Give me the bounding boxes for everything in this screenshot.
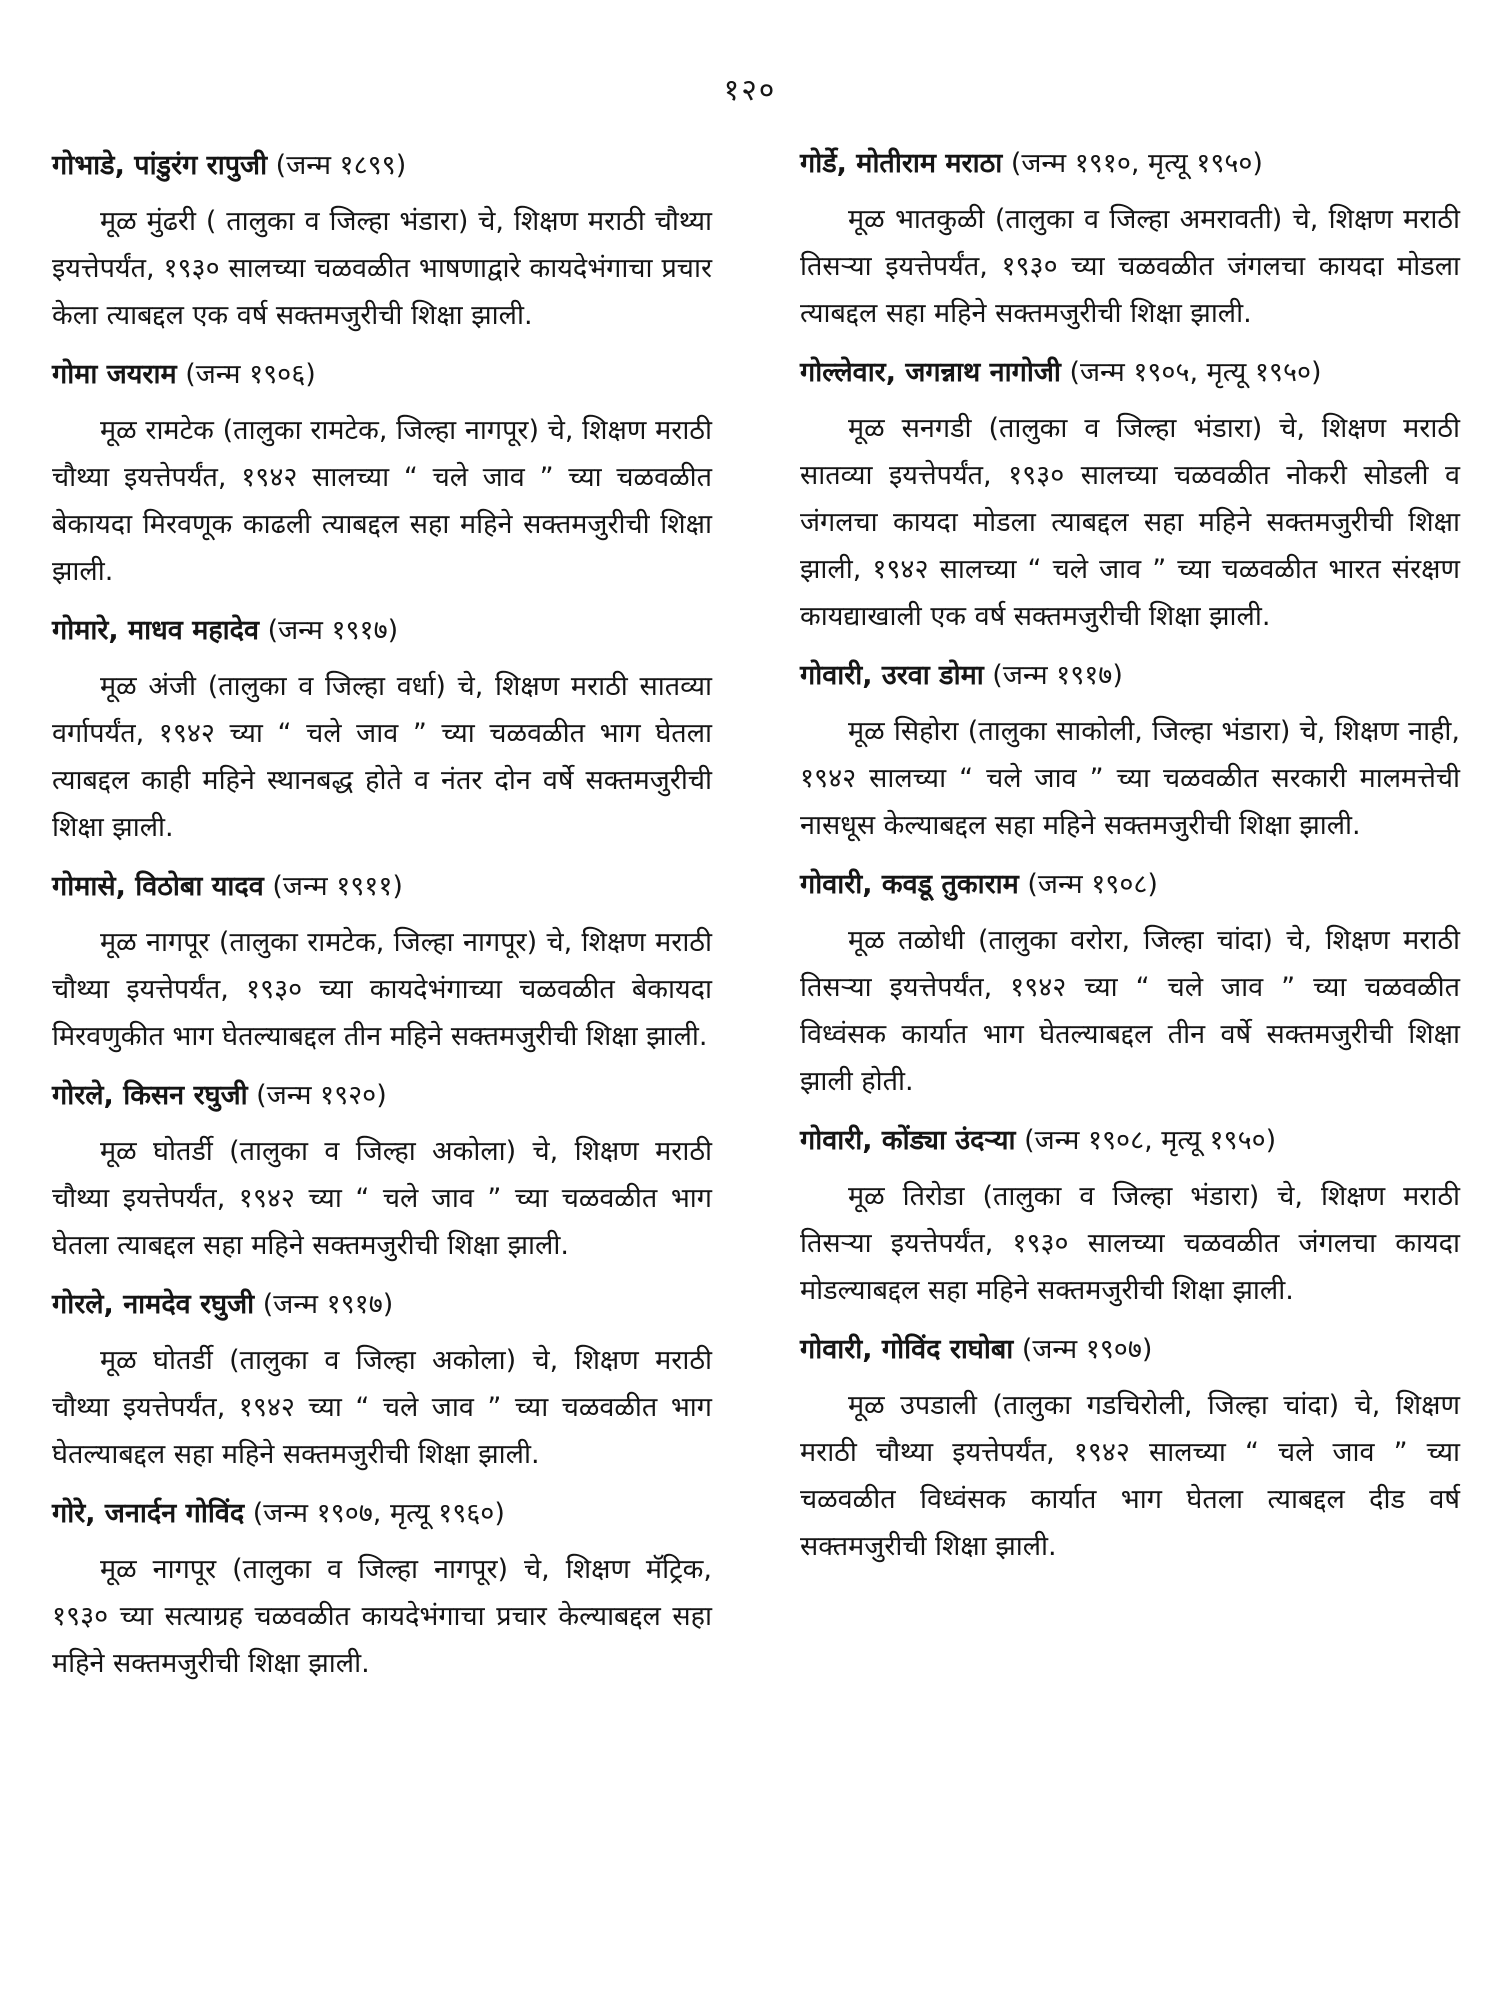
- entry-gobhade: [52, 142, 712, 339]
- entry-body: मूळ तिरोडा (तालुका व जिल्हा भंडारा) चे, शिक्षण मराठी तिसऱ्या इयत्तेपर्यंत, १९३० सालच्या चळवळीत जंगलचा कायदा मोडल्याबद्दल सहा महिने सक्तमजुरीची शिक्षा झाली.: [800, 1181, 1460, 1306]
- entry-heading: [52, 863, 712, 911]
- entry-years: (जन्म १९१७): [259, 615, 399, 646]
- entry-heading: [800, 349, 1460, 397]
- entry-name: गोभाडे, पांडुरंग रापुजी: [52, 150, 268, 181]
- entry-years: (जन्म १९०६): [176, 359, 316, 390]
- entry-heading: [52, 351, 712, 399]
- entry-gowari-urwa: [800, 652, 1460, 849]
- entry-name: गोरले, नामदेव रघुजी: [52, 1289, 255, 1320]
- entry-name: गोरले, किसन रघुजी: [52, 1080, 248, 1111]
- entry-gowari-govind: [800, 1326, 1460, 1570]
- entry-years: (जन्म १९२०): [247, 1080, 387, 1111]
- entry-body: मूळ मुंढरी ( तालुका व जिल्हा भंडारा) चे, शिक्षण मराठी चौथ्या इयत्तेपर्यंत, १९३० सालच्या चळवळीत भाषणाद्वारे कायदेभंगाचा प्रचार केला त्याबद्दल एक वर्ष सक्तमजुरीची शिक्षा झाली.: [52, 206, 712, 331]
- entry-name: गोवारी, गोविंद राघोबा: [800, 1334, 1014, 1365]
- entry-name: गोवारी, उरवा डोमा: [800, 660, 984, 691]
- entry-body: मूळ तळोधी (तालुका वरोरा, जिल्हा चांदा) चे, शिक्षण मराठी तिसऱ्या इयत्तेपर्यंत, १९४२ च्या “ चले जाव ” च्या चळवळीत विध्वंसक कार्यात भाग घेतल्याबद्दल तीन वर्षे सक्तमजुरीची शिक्षा झाली होती.: [800, 925, 1460, 1097]
- entry-years: (जन्म १९१७): [983, 660, 1123, 691]
- entry-name: गोमारे, माधव महादेव: [52, 615, 260, 646]
- entry-heading: [52, 607, 712, 655]
- entry-body: मूळ भातकुळी (तालुका व जिल्हा अमरावती) चे, शिक्षण मराठी तिसऱ्या इयत्तेपर्यंत, १९३० च्या चळवळीत जंगलचा कायदा मोडला त्याबद्दल सहा महिने सक्तमजुरीची शिक्षा झाली.: [800, 204, 1460, 329]
- entry-name: गोल्लेवार, जगन्नाथ नागोजी: [800, 357, 1061, 388]
- right-column: [800, 140, 1460, 1582]
- entry-years: (जन्म १९०५, मृत्यू १९५०): [1060, 357, 1322, 388]
- entry-heading: [800, 652, 1460, 700]
- entry-body: मूळ घोतर्डी (तालुका व जिल्हा अकोला) चे, शिक्षण मराठी चौथ्या इयत्तेपर्यंत, १९४२ च्या “ चले जाव ” च्या चळवळीत भाग घेतला त्याबद्दल सहा महिने सक्तमजुरीची शिक्षा झाली.: [52, 1136, 712, 1261]
- entry-years: (जन्म १९१७): [254, 1289, 394, 1320]
- entry-years: (जन्म १९१०, मृत्यू १९५०): [1002, 148, 1263, 179]
- entry-body: मूळ सनगडी (तालुका व जिल्हा भंडारा) चे, शिक्षण मराठी सातव्या इयत्तेपर्यंत, १९३० सालच्या चळवळीत नोकरी सोडली व जंगलचा कायदा मोडला त्याबद्दल सहा महिने सक्तमजुरीची शिक्षा झाली, १९४२ सालच्या “ चले जाव ” च्या चळवळीत भारत संरक्षण कायद्याखाली एक वर्ष सक्तमजुरीची शिक्षा झाली.: [800, 413, 1460, 632]
- entry-years: (जन्म १९०८, मृत्यू १९५०): [1015, 1125, 1277, 1156]
- entry-name: गोरे, जनार्दन गोविंद: [52, 1498, 245, 1529]
- entry-gowari-kondya: [800, 1117, 1460, 1314]
- entry-goma: [52, 351, 712, 595]
- entry-gore: [52, 1490, 712, 1687]
- entry-body: मूळ नागपूर (तालुका व जिल्हा नागपूर) चे, शिक्षण मॅट्रिक, १९३० च्या सत्याग्रह चळवळीत कायदेभंगाचा प्रचार केल्याबद्दल सहा महिने सक्तमजुरीची शिक्षा झाली.: [52, 1554, 712, 1679]
- entry-body: मूळ उपडाली (तालुका गडचिरोली, जिल्हा चांदा) चे, शिक्षण मराठी चौथ्या इयत्तेपर्यंत, १९४२ सालच्या “ चले जाव ” च्या चळवळीत विध्वंसक कार्यात भाग घेतला त्याबद्दल दीड वर्ष सक्तमजुरीची शिक्षा झाली.: [800, 1390, 1460, 1562]
- entry-heading: [800, 1326, 1460, 1374]
- entry-years: (जन्म १८९९): [267, 150, 407, 181]
- entry-gomase: [52, 863, 712, 1060]
- entry-body: मूळ सिहोरा (तालुका साकोली, जिल्हा भंडारा) चे, शिक्षण नाही, १९४२ सालच्या “ चले जाव ” च्या चळवळीत सरकारी मालमत्तेची नासधूस केल्याबद्दल सहा महिने सक्तमजुरीची शिक्षा झाली.: [800, 716, 1460, 841]
- entry-heading: [52, 1281, 712, 1329]
- entry-name: गोमा जयराम: [52, 359, 177, 390]
- entry-name: गोवारी, कोंड्या उंदऱ्या: [800, 1125, 1016, 1156]
- entry-body: मूळ घोतर्डी (तालुका व जिल्हा अकोला) चे, शिक्षण मराठी चौथ्या इयत्तेपर्यंत, १९४२ च्या “ चले जाव ” च्या चळवळीत भाग घेतल्याबद्दल सहा महिने सक्तमजुरीची शिक्षा झाली.: [52, 1345, 712, 1470]
- entry-gowari-kawadu: [800, 861, 1460, 1105]
- entry-years: (जन्म १९११): [263, 871, 403, 902]
- entry-heading: [52, 1072, 712, 1120]
- page-number: १२०: [723, 73, 777, 108]
- entry-name: गोर्डे, मोतीराम मराठा: [800, 148, 1003, 179]
- entry-gorle-namdev: [52, 1281, 712, 1478]
- entry-name: गोवारी, कवडू तुकाराम: [800, 869, 1019, 900]
- entry-gollewar: [800, 349, 1460, 640]
- entry-heading: [800, 1117, 1460, 1165]
- left-column: [52, 142, 712, 1699]
- entry-body: मूळ अंजी (तालुका व जिल्हा वर्धा) चे, शिक्षण मराठी सातव्या वर्गापर्यंत, १९४२ च्या “ चले जाव ” च्या चळवळीत भाग घेतला त्याबद्दल काही महिने स्थानबद्ध होते व नंतर दोन वर्षे सक्तमजुरीची शिक्षा झाली.: [52, 671, 712, 843]
- entry-gorle-kisan: [52, 1072, 712, 1269]
- entry-gomare: [52, 607, 712, 851]
- entry-years: (जन्म १९०७, मृत्यू १९६०): [244, 1498, 505, 1529]
- entry-heading: [800, 140, 1460, 188]
- entry-heading: [52, 142, 712, 190]
- entry-years: (जन्म १९०८): [1018, 869, 1158, 900]
- entry-heading: [800, 861, 1460, 909]
- entry-name: गोमासे, विठोबा यादव: [52, 871, 264, 902]
- entry-gorde: [800, 140, 1460, 337]
- entry-body: मूळ नागपूर (तालुका रामटेक, जिल्हा नागपूर) चे, शिक्षण मराठी चौथ्या इयत्तेपर्यंत, १९३० च्या कायदेभंगाच्या चळवळीत बेकायदा मिरवणुकीत भाग घेतल्याबद्दल तीन महिने सक्तमजुरीची शिक्षा झाली.: [52, 927, 712, 1052]
- entry-heading: [52, 1490, 712, 1538]
- entry-body: मूळ रामटेक (तालुका रामटेक, जिल्हा नागपूर) चे, शिक्षण मराठी चौथ्या इयत्तेपर्यंत, १९४२ सालच्या “ चले जाव ” च्या चळवळीत बेकायदा मिरवणूक काढली त्याबद्दल सहा महिने सक्तमजुरीची शिक्षा झाली.: [52, 415, 712, 587]
- entry-years: (जन्म १९०७): [1013, 1334, 1153, 1365]
